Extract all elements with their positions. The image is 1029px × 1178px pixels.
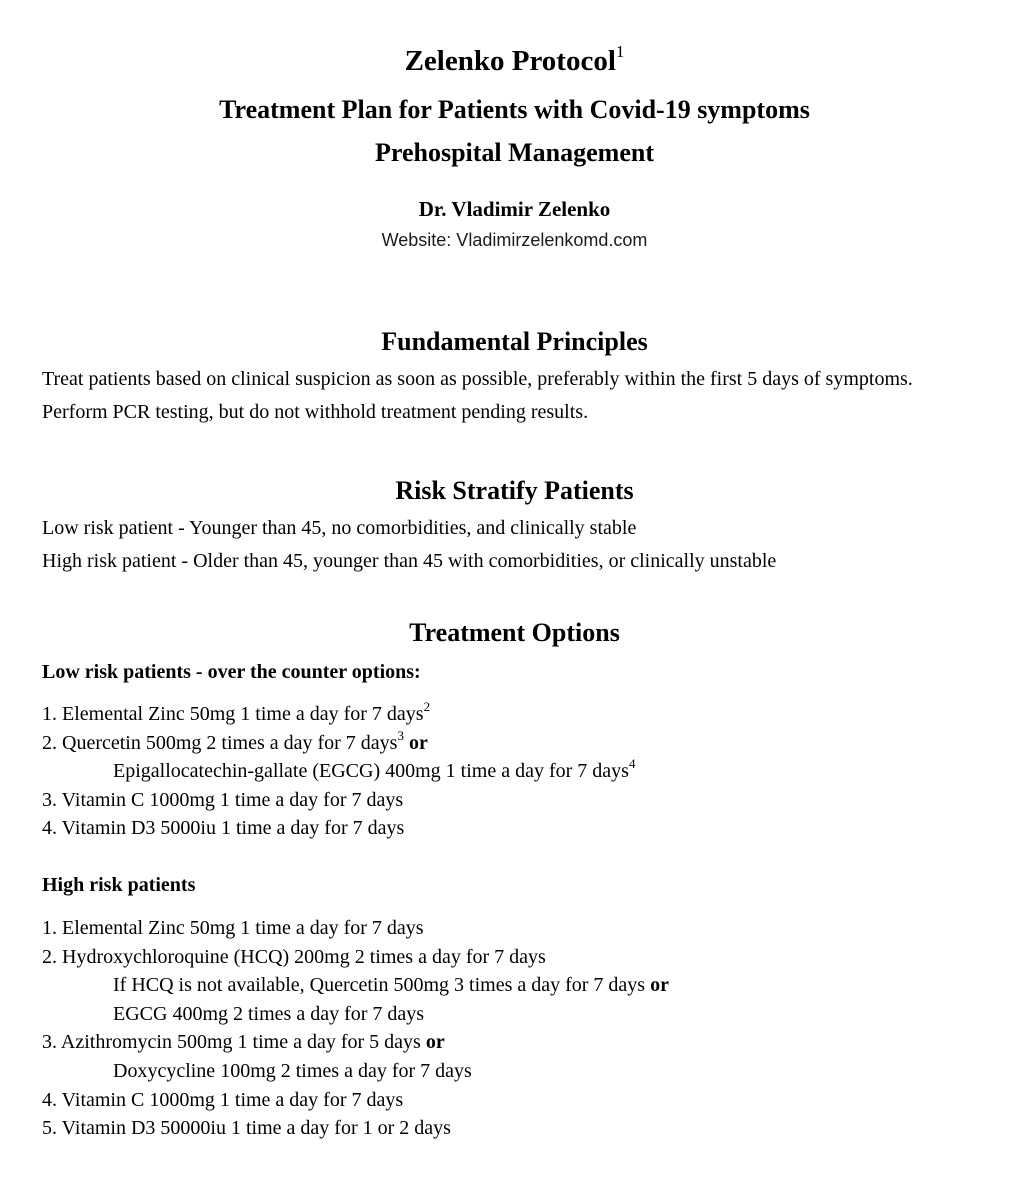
doc-website: Website: Vladimirzelenkomd.com (381, 230, 648, 250)
high-risk-subheading: High risk patients (42, 873, 196, 896)
high-risk-item-1 (42, 914, 987, 943)
footnote-ref-2: 2 (423, 699, 431, 714)
high-risk-item-2 (42, 943, 987, 972)
footnote-ref-1: 1 (615, 42, 625, 61)
low-risk-subheading: Low risk patients - over the counter options: (42, 661, 421, 683)
low-risk-definition: Low risk patient - Younger than 45, no comorbidities, and clinically stable (42, 517, 637, 539)
item-text: 1. Elemental Zinc 50mg 1 time a day for 7 days (42, 916, 424, 939)
or-conjunction: or (645, 974, 669, 997)
section-heading-treatment-options: Treatment Options (409, 618, 620, 647)
footnote-ref-4: 4 (628, 756, 636, 772)
high-risk-item-3 (42, 1028, 987, 1057)
low-risk-item-2-alternative (42, 757, 987, 786)
item-text: 2. Quercetin 500mg 2 times a day for 7 days (42, 731, 398, 754)
or-conjunction: or (403, 731, 428, 754)
low-risk-item-2 (42, 729, 987, 758)
high-risk-item-3-alternative (42, 1057, 987, 1086)
item-text: 1. Elemental Zinc 50mg 1 time a day for 7 days (42, 703, 424, 725)
high-risk-item-2-alternative-1 (42, 971, 987, 1000)
item-text: 3. Azithromycin 500mg 1 time a day for 5 days (42, 1031, 421, 1054)
doc-subtitle-line2: Prehospital Management (375, 138, 654, 167)
item-text: Doxycycline 100mg 2 times a day for 7 days (113, 1059, 472, 1082)
low-risk-item-3 (42, 786, 987, 815)
doc-header (42, 40, 987, 253)
section-treatment-options (42, 611, 987, 1143)
section-fundamental-principles (42, 320, 987, 429)
doc-subtitle-line1: Treatment Plan for Patients with Covid-19 symptoms (219, 95, 810, 124)
footnote-ref-3: 3 (397, 727, 404, 743)
low-risk-item-4 (42, 814, 987, 843)
low-risk-item-1 (42, 700, 987, 729)
item-text: EGCG 400mg 2 times a day for 7 days (113, 1002, 425, 1025)
section-heading-risk-stratify: Risk Stratify Patients (395, 476, 634, 505)
section-heading-fundamental-principles: Fundamental Principles (381, 327, 648, 356)
doc-title (42, 40, 987, 82)
item-text: If HCQ is not available, Quercetin 500mg 3 times a day for 7 days (113, 974, 646, 997)
high-risk-item-5 (42, 1114, 987, 1143)
item-text: 3. Vitamin C 1000mg 1 time a day for 7 days (42, 788, 404, 811)
section-risk-stratify (42, 469, 987, 578)
doc-title-text: Zelenko Protocol (404, 45, 616, 77)
high-risk-item-4 (42, 1086, 987, 1115)
item-text: 4. Vitamin D3 5000iu 1 time a day for 7 days (42, 817, 405, 840)
fundamental-principles-body: Treat patients based on clinical suspicion as soon as possible, preferably within the first 5 days of symptoms. Perform PCR testing, but do not withhold treatment pending results. (42, 368, 923, 423)
low-risk-list (42, 700, 987, 843)
high-risk-list (42, 914, 987, 1143)
item-text: 5. Vitamin D3 50000iu 1 time a day for 1 or 2 days (42, 1117, 451, 1140)
item-text: Epigallocatechin-gallate (EGCG) 400mg 1 time a day for 7 days (113, 760, 629, 783)
high-risk-definition: High risk patient - Older than 45, younger than 45 with comorbidities, or clinically unstable (42, 550, 777, 572)
doc-author: Dr. Vladimir Zelenko (418, 197, 611, 221)
high-risk-item-2-alternative-2 (42, 1000, 987, 1029)
item-text: 4. Vitamin C 1000mg 1 time a day for 7 days (42, 1088, 404, 1111)
item-text: 2. Hydroxychloroquine (HCQ) 200mg 2 times a day for 7 days (42, 945, 546, 968)
or-conjunction: or (420, 1031, 445, 1054)
